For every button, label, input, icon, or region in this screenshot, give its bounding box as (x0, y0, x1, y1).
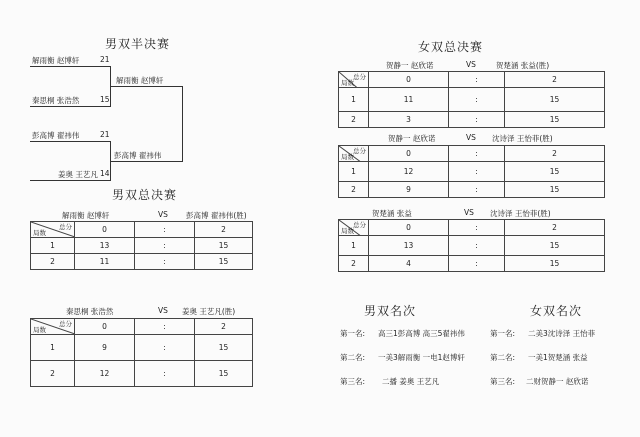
game-number: 2 (339, 112, 369, 128)
sep: : (135, 335, 195, 361)
score-a: 9 (75, 335, 135, 361)
semi-winner-2: 彭高博 翟祎伟 (114, 151, 162, 160)
women-final-2-team-a: 贺静一 赵欣诺 (388, 134, 436, 143)
score-b: 15 (195, 361, 253, 387)
total-a: 0 (75, 222, 135, 238)
sep: : (449, 236, 505, 256)
game-number: 2 (31, 361, 75, 387)
sep: : (135, 222, 195, 238)
sep: : (449, 182, 505, 198)
semi-score-4: 14 (100, 169, 110, 178)
semi-player-3: 彭高博 翟祎伟 (32, 131, 80, 140)
score-a: 11 (369, 88, 449, 112)
score-b: 15 (505, 112, 605, 128)
semi-player-1: 解雨衡 赵博轩 (32, 56, 80, 65)
women-rank-3-detail: 二财贺静一 赵欣诺 (526, 377, 589, 386)
women-final-1-team-a: 贺静一 赵欣诺 (386, 61, 434, 70)
game-number: 1 (31, 238, 75, 254)
men-final-2-team-b: 姜奥 王艺凡(胜) (182, 307, 236, 316)
women-final-2-team-b: 沈诗泽 王怡菲(胜) (492, 134, 553, 143)
women-rank-2-place: 第二名: (490, 353, 516, 362)
sep: : (449, 72, 505, 88)
women-final-3-team-a: 贺楚涵 张益 (372, 209, 412, 218)
women-final-2-vs: VS (466, 133, 476, 142)
men-rank-2-detail: 一美3解雨衡 一电1赵博轩 (378, 353, 465, 362)
game-number: 1 (339, 162, 369, 182)
sep: : (449, 88, 505, 112)
corner-cell: 总分 局数 (31, 319, 75, 335)
score-a: 9 (369, 182, 449, 198)
women-rank-2-detail: 一美1贺楚涵 张益 (528, 353, 588, 362)
sep: : (449, 112, 505, 128)
sep: : (135, 319, 195, 335)
semi-winner-1: 解雨衡 赵博轩 (116, 76, 164, 85)
men-final-1-team-a: 解雨衡 赵博轩 (62, 211, 110, 220)
total-a: 0 (369, 220, 449, 236)
semi-score-3: 21 (100, 130, 110, 139)
sep: : (449, 146, 505, 162)
score-a: 3 (369, 112, 449, 128)
total-b: 2 (505, 72, 605, 88)
corner-cell: 总分 局数 (339, 146, 369, 162)
total-a: 0 (75, 319, 135, 335)
men-semi-title: 男双半决赛 (105, 37, 171, 51)
total-a: 0 (369, 72, 449, 88)
score-a: 4 (369, 256, 449, 272)
women-final-1-vs: VS (466, 60, 476, 69)
sep: : (135, 238, 195, 254)
men-final-1-table (30, 221, 253, 270)
men-final-2-vs: VS (158, 306, 168, 315)
men-rank-1-detail: 高三1彭高博 高三5翟祎伟 (378, 329, 465, 338)
game-number: 1 (339, 88, 369, 112)
total-b: 2 (195, 319, 253, 335)
women-final-2-table (338, 145, 605, 198)
corner-cell: 总分 局数 (31, 222, 75, 238)
men-rank-3-place: 第三名: (340, 377, 366, 386)
score-a: 12 (369, 162, 449, 182)
corner-cell: 总分 局数 (339, 72, 369, 88)
total-b: 2 (505, 220, 605, 236)
semi-player-2: 秦思桐 张浩然 (32, 96, 80, 105)
total-b: 2 (505, 146, 605, 162)
men-final-1-team-b: 彭高博 翟祎伟(胜) (186, 211, 247, 220)
game-number: 2 (339, 182, 369, 198)
women-final-3-vs: VS (464, 208, 474, 217)
women-final-3-team-b: 沈诗泽 王怡菲(胜) (490, 209, 551, 218)
women-final-3-table (338, 219, 605, 272)
game-number: 2 (31, 254, 75, 270)
men-rank-1-place: 第一名: (340, 329, 366, 338)
score-b: 15 (505, 162, 605, 182)
sep: : (135, 254, 195, 270)
women-rank-3-place: 第三名: (490, 377, 516, 386)
sep: : (449, 162, 505, 182)
men-rank-3-detail: 二播 姜奥 王艺凡 (382, 377, 440, 386)
women-ranking-title: 女双名次 (530, 304, 583, 318)
semi-score-1: 21 (100, 55, 110, 64)
game-number: 1 (31, 335, 75, 361)
sep: : (449, 220, 505, 236)
score-a: 13 (75, 238, 135, 254)
total-b: 2 (195, 222, 253, 238)
game-number: 2 (339, 256, 369, 272)
men-final-2-table (30, 318, 253, 387)
sep: : (135, 361, 195, 387)
score-b: 15 (505, 236, 605, 256)
semi-score-2: 15 (100, 95, 110, 104)
score-b: 15 (505, 256, 605, 272)
men-rank-2-place: 第二名: (340, 353, 366, 362)
score-a: 12 (75, 361, 135, 387)
score-b: 15 (195, 335, 253, 361)
men-final-1-vs: VS (158, 210, 168, 219)
score-b: 15 (505, 88, 605, 112)
corner-cell: 总分 局数 (339, 220, 369, 236)
game-number: 1 (339, 236, 369, 256)
women-final-1-table (338, 71, 605, 128)
men-final-2-team-a: 秦思桐 张浩然 (66, 307, 114, 316)
score-a: 13 (369, 236, 449, 256)
score-b: 15 (505, 182, 605, 198)
score-b: 15 (195, 238, 253, 254)
women-final-title: 女双总决赛 (418, 40, 484, 54)
women-final-1-team-b: 贺楚涵 张益(胜) (496, 61, 550, 70)
sep: : (449, 256, 505, 272)
score-a: 11 (75, 254, 135, 270)
score-b: 15 (195, 254, 253, 270)
men-final-title: 男双总决赛 (112, 188, 178, 202)
women-rank-1-detail: 二美3沈诗泽 王怡菲 (528, 329, 596, 338)
women-rank-1-place: 第一名: (490, 329, 516, 338)
total-a: 0 (369, 146, 449, 162)
semi-player-4: 姜奥 王艺凡 (58, 170, 98, 179)
men-ranking-title: 男双名次 (364, 304, 417, 318)
